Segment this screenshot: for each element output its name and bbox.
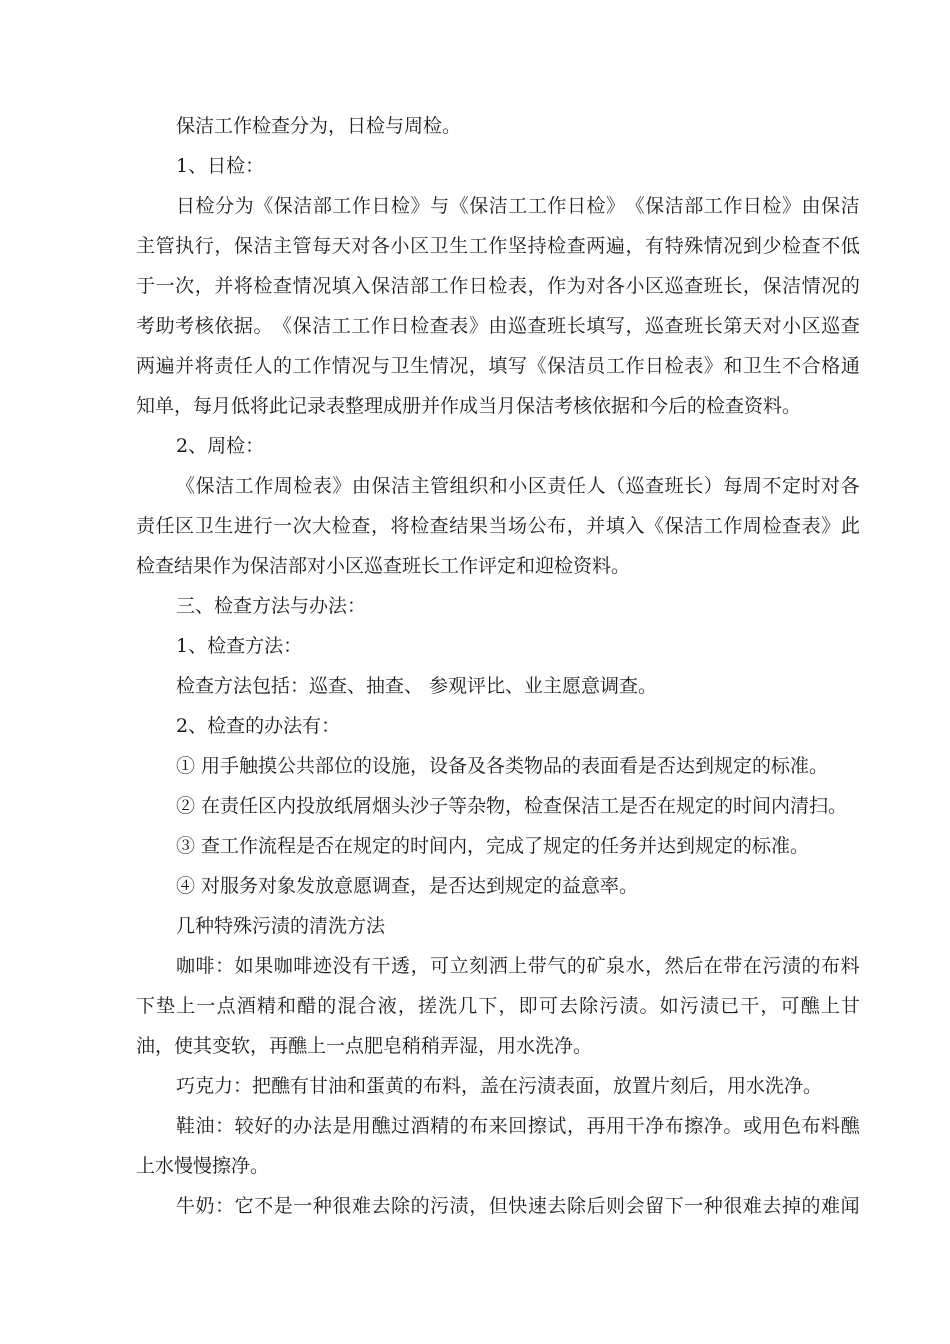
text-line: 两 遍 并 将 责 任 人 的 工 作 情 况 与 卫 生 情 况 ， 填 写 《 保 洁 员 工 作 日 检 表 》 和 卫 生 不 合 格 通 (136, 355, 860, 377)
text-line: ② 在责任区内投放纸屑烟头沙子等杂物，检查保洁工是否在规定的时间内清扫。 (176, 795, 848, 817)
text-line: 日 检 分 为 《 保 洁 部 工 作 日 检 》 与 《 保 洁 工 工 作 日 检 》 《 保 洁 部 工 作 日 检 》 由 保 洁 (176, 195, 860, 217)
text-line: 知单，每月低将此记录表整理成册并作成当月保洁考核依据和今后的检查资料。 (136, 395, 802, 417)
text-line: 咖 啡 ： 如 果 咖 啡 迹 没 有 干 透 ， 可 立 刻 洒 上 带 气 的 矿 泉 水 ， 然 后 在 带 在 污 渍 的 布 料 (176, 955, 860, 977)
text-line: 三、检查方法与办法： (176, 595, 367, 617)
text-line: 检查结果作为保洁部对小区巡查班长工作评定和迎检资料。 (136, 555, 631, 577)
text-line: 下 垫 上 一 点 酒 精 和 醋 的 混 合 液 ， 搓 洗 几 下 ， 即 可 去 除 污 渍 。 如 污 渍 已 干 ， 可 醮 上 甘 (136, 995, 860, 1017)
text-line: 责 任 区 卫 生 进 行 一 次 大 检 查 ， 将 检 查 结 果 当 场 公 布 ， 并 填 入 《 保 洁 工 作 周 检 查 表 》 此 (136, 515, 860, 537)
text-line: 2、检查的办法有： (176, 715, 341, 737)
text-line: 上水慢慢擦净。 (136, 1155, 270, 1177)
text-line: 检查方法包括：巡查、抽查、 参观评比、业主愿意调查。 (176, 675, 658, 697)
text-line: 《 保 洁 工 作 周 检 表 》 由 保 洁 主 管 组 织 和 小 区 责 任 人 （ 巡 查 班 长 ） 每 周 不 定 时 对 各 (176, 475, 860, 497)
text-line: 巧克力：把醮有甘油和蛋黄的布料，盖在污渍表面，放置片刻后，用水洗净。 (176, 1075, 823, 1097)
text-line: 保洁工作检查分为，日检与周检。 (176, 115, 462, 137)
text-line: 于 一 次 ， 并 将 检 查 情 况 填 入 保 洁 部 工 作 日 检 表 ， 作 为 对 各 小 区 巡 查 班 长 ， 保 洁 情 况 的 (136, 275, 860, 297)
text-line: 1、日检： (176, 155, 265, 177)
text-line: 1、检查方法： (176, 635, 303, 657)
text-line: 牛 奶 ： 它 不 是 一 种 很 难 去 除 的 污 渍 ， 但 快 速 去 除 后 则 会 留 下 一 种 很 难 去 掉 的 难 闻 (176, 1195, 860, 1217)
text-line: 油，使其变软，再醮上一点肥皂稍稍弄湿，用水洗净。 (136, 1035, 593, 1057)
text-line: 2、周检： (176, 435, 265, 457)
text-line: ④ 对服务对象发放意愿调查，是否达到规定的益意率。 (176, 875, 639, 897)
text-line: 主 管 执 行 ， 保 洁 主 管 每 天 对 各 小 区 卫 生 工 作 坚 持 检 查 两 遍 ， 有 特 殊 情 况 到 少 检 查 不 低 (136, 235, 860, 257)
text-line: ① 用手触摸公共部位的设施，设备及各类物品的表面看是否达到规定的标准。 (176, 755, 829, 777)
text-line: ③ 查工作流程是否在规定的时间内，完成了规定的任务并达到规定的标准。 (176, 835, 810, 857)
text-line: 鞋 油 ： 较 好 的 办 法 是 用 醮 过 酒 精 的 布 来 回 擦 试 ， 再 用 干 净 布 擦 净 。 或 用 色 布 料 醮 (176, 1115, 860, 1137)
text-line: 几种特殊污渍的清洗方法 (176, 915, 386, 937)
text-line: 考 助 考 核 依 据 。 《 保 洁 工 工 作 日 检 查 表 》 由 巡 查 班 长 填 写 ， 巡 查 班 长 第 天 对 小 区 巡 查 (136, 315, 860, 337)
